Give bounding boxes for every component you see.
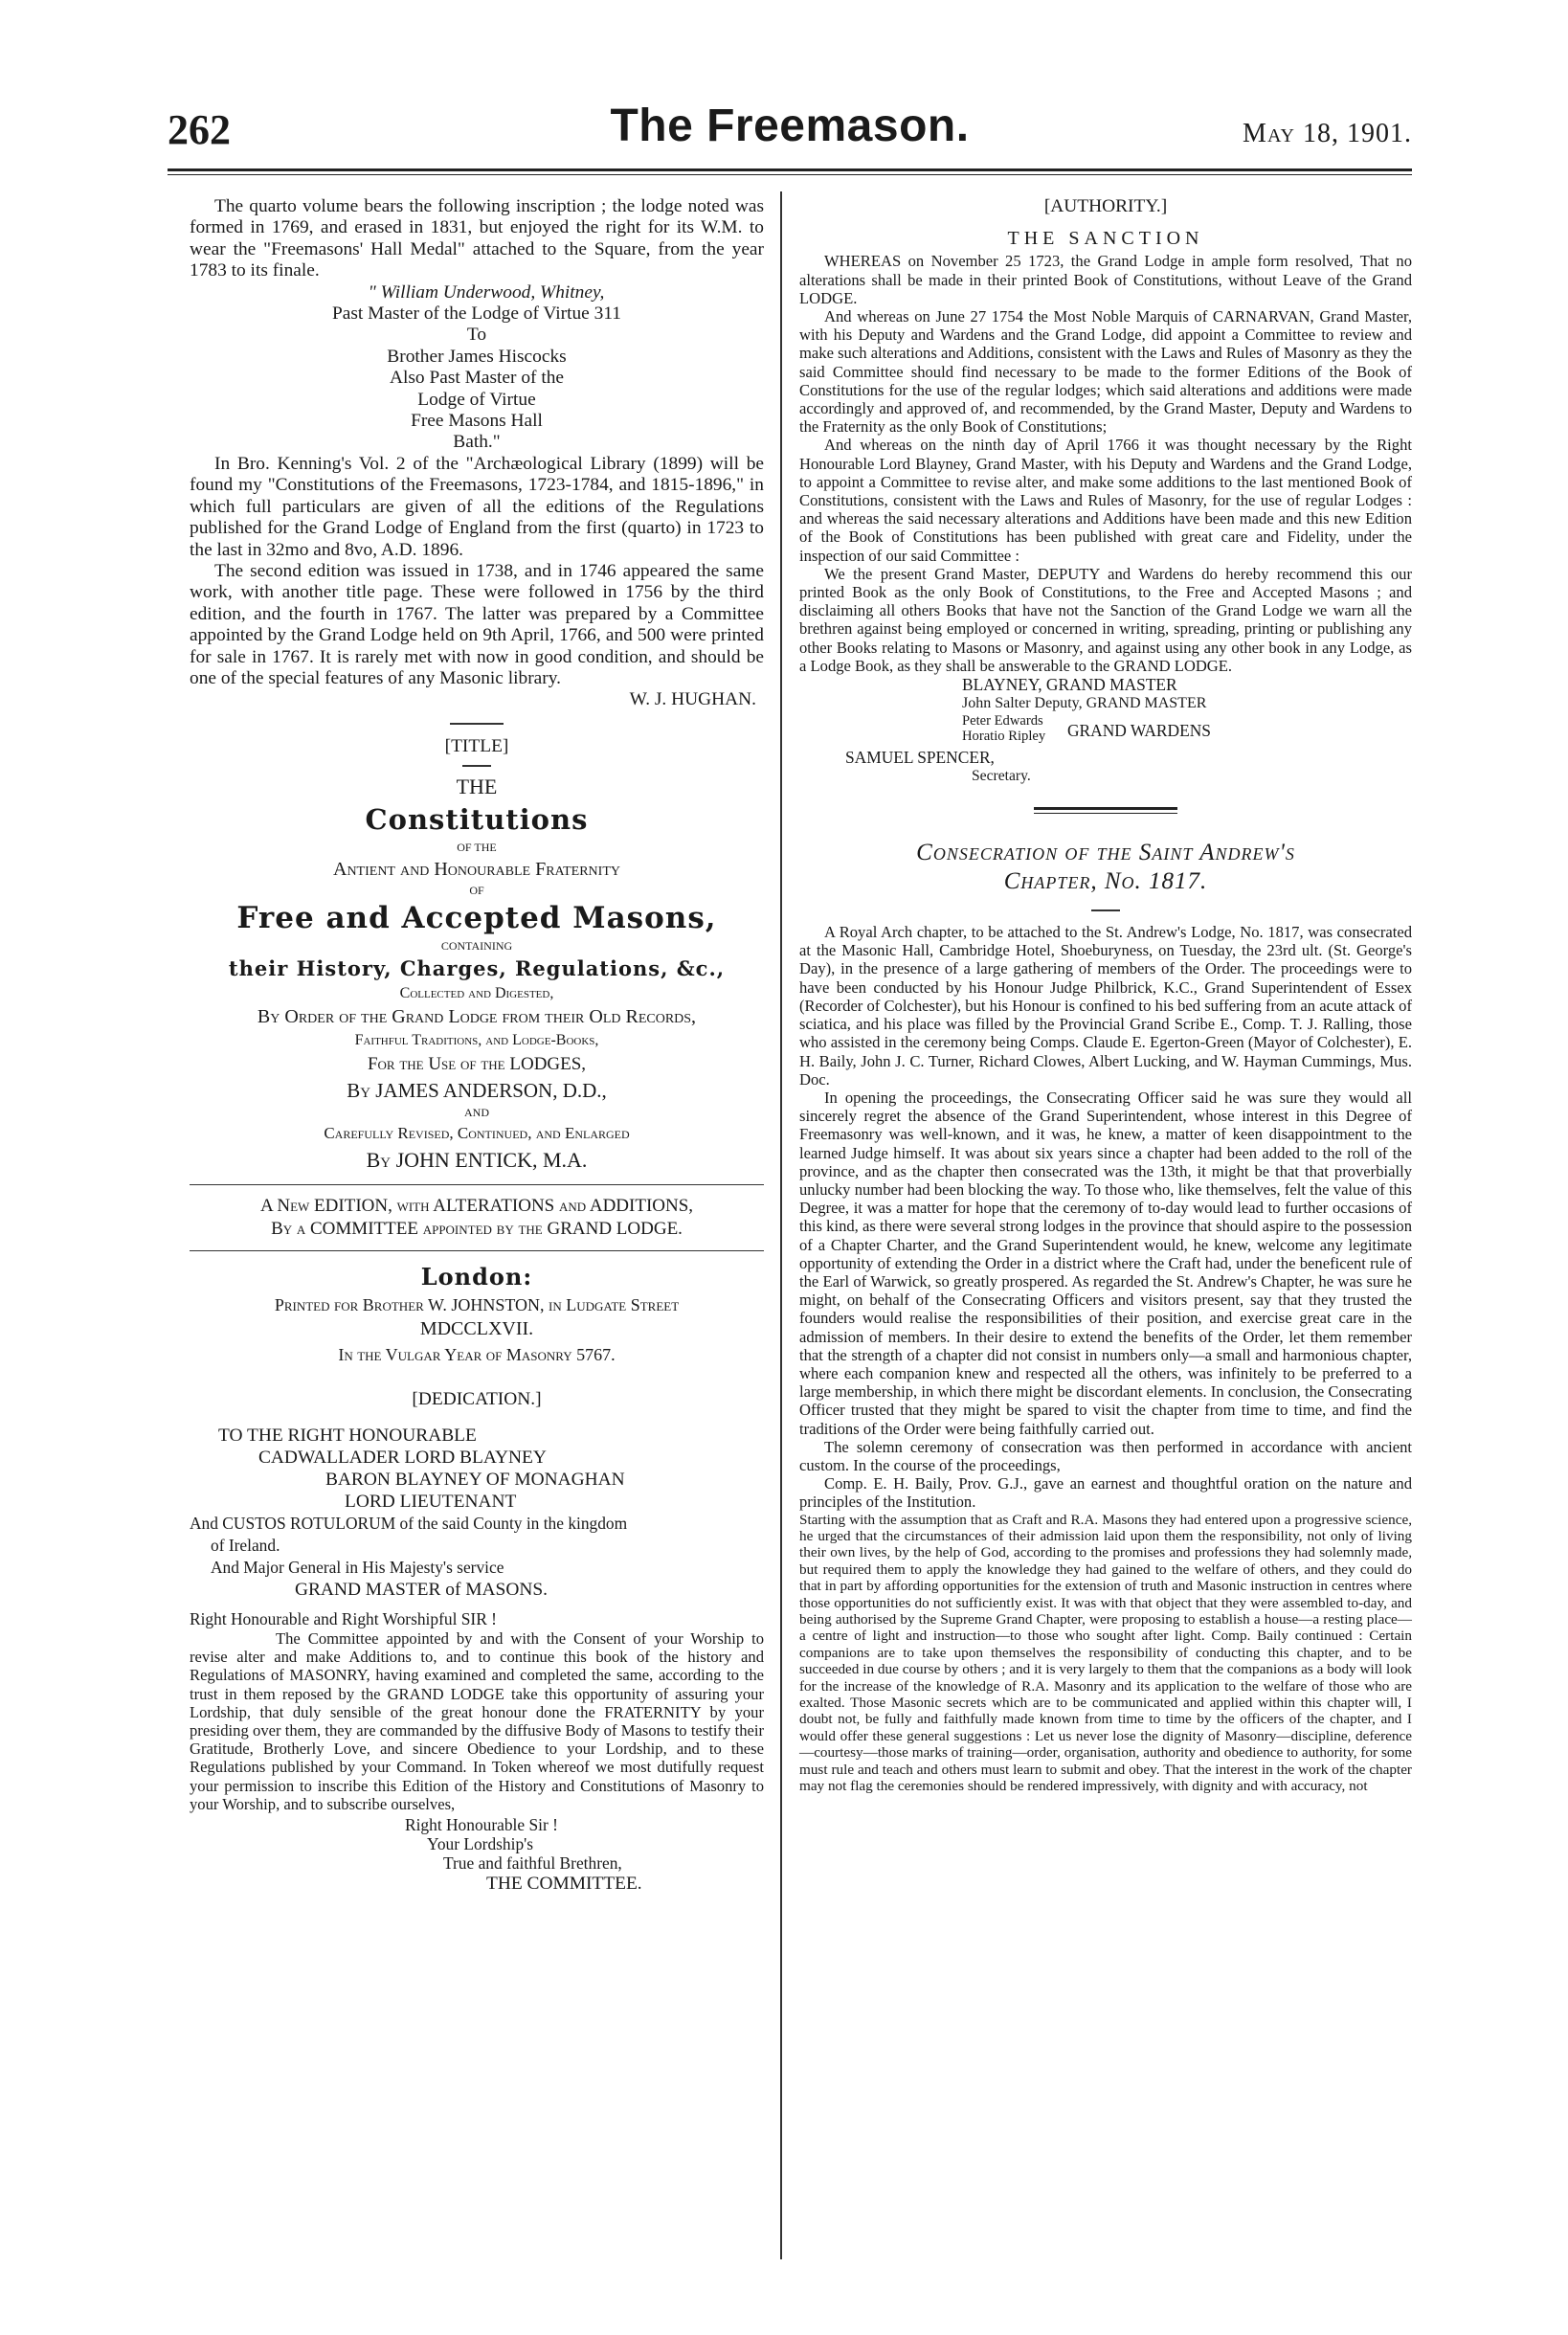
title-of: OF — [469, 884, 484, 898]
title-by-order: By Order of the Grand Lodge from their Old Records, — [257, 1006, 697, 1028]
title-revised: Carefully Revised, Continued, and Enlarged — [324, 1124, 630, 1143]
title-rule — [190, 1184, 764, 1185]
signature-wardens-title: GRAND WARDENS — [1067, 721, 1211, 741]
closing-line: True and faithful Brethren, — [443, 1853, 622, 1873]
closing-line: Right Honourable Sir ! — [405, 1815, 558, 1834]
dedication-letter: The Committee appointed by and with the Consent of your Worship to revise alter and make Additions to, and to continue this book of the history and Regulations of MASONRY, having examined and completed the same, according to the trust in them reposed by the GRAND LODGE take this opportunity of assuring your Lordship, that duly sensible of the great honour done the FRATERNITY by your presiding over them, they are commanded by the diffusive Body of Masons to testify their Gratitude, Brotherly Love, and sincere Obedience to your Lordship, and to these Regulations published by your Command. In Token whereof we most dutifully request your permission to inscribe this Edition of the History and Constitutions of Masonry to your Worship, and to subscribe ourselves, — [190, 1628, 764, 1813]
dedication-line: TO THE RIGHT HONOURABLE — [218, 1425, 477, 1446]
sanction-paragraph: WHEREAS on November 25 1723, the Grand Lodge in ample form resolved, That no alterations shall be made in their printed Book of Constitutions, without Leave of the Grand LODGE. — [799, 252, 1412, 307]
left-column — [190, 196, 764, 1896]
article-paragraph: Comp. E. H. Baily, Prov. G.J., gave an earnest and thoughtful oration on the nature and principles of the Institution. — [799, 1474, 1412, 1512]
inscription-line: Past Master of the Lodge of Virtue 311 — [331, 303, 622, 325]
sanction-paragraph: We the present Grand Master, DEPUTY and Wardens do hereby recommend this our printed Book as the only Book of Constitutions, to the Free and Accepted Masons ; and disclaiming all others Books that have not the Sanction of the Grand Lodge we warn all the brethren against being employed or concerned in writing, spreading, printing or publishing any other Books relating to Masons or Masonry, and against using any other book in any Lodge, as a Lodge Book, as they shall be answerable to the GRAND LODGE. — [799, 564, 1412, 675]
oration-text: Starting with the assumption that as Craft and R.A. Masons they had entered upon a progressive science, he urged that the circumstances of their admission laid upon them the responsibility, not only of living their own lives, by the help of God, according to the promises and professions they had solemnly made, but required them to apply the knowledge they had gained to the welfare of others, and they could do that in part by affording opportunities for the extension of truth and Masonic instruction in centres where those opportunities do not sufficiently exist. It was with that object that they were assembled to-day, and being authorised by the Supreme Grand Chapter, were proposing to establish a house—a resting place—a centre of light and instruction—to those who sought after light. Comp. Baily continued : Certain companions are to take upon themselves the responsibility of conducting this chapter, and to be succeeded in due course by others ; and it is very largely to them that the companions as a body will look for the increase of the knowledge of R.A. Masonry and its application to the welfare of those who are exalted. Those Masonic secrets which are to be communicated and applied within this chapter will, I doubt not, be fully and faithfully made known from time to time by the officers of the chapter, and I would offer these general suggestions : Let us never lose the dignity of Masonry—discipline, deference—courtesy—those marks of training—order, organisation, authority and obedience to authority, for some must rule and teach and others must learn to submit and obey. That the interest in the work of the chapter may not flag the ceremonies should be rendered impressively, with dignity and with accuracy, not — [799, 1511, 1412, 1795]
article-title-line: Chapter, No. 1817. — [1003, 868, 1208, 895]
title-by-committee: By a COMMITTEE appointed by the GRAND LODGE. — [271, 1219, 683, 1240]
signature-wardens — [799, 713, 1412, 748]
salutation: Right Honourable and Right Worshipful SIR ! — [190, 1608, 497, 1628]
dedication-label: [DEDICATION.] — [412, 1389, 542, 1410]
article-paragraph: The solemn ceremony of consecration was then performed in accordance with ancient custom. In the course of the proceedings, — [799, 1437, 1412, 1474]
inscription-line: Lodge of Virtue — [417, 389, 536, 410]
sanction-heading: THE SANCTION — [1007, 228, 1204, 250]
title-label: [TITLE] — [444, 735, 509, 756]
title-london: London: — [420, 1263, 533, 1291]
dedication-line: BARON BLAYNEY OF MONAGHAN — [325, 1469, 625, 1490]
intro-paragraph: The quarto volume bears the following inscription ; the lodge noted was formed in 1769, and erased in 1831, but enjoyed the right for its W.M. to wear the "Freemasons' Hall Medal" attached to the Square, from the year 1783 to its finale. — [190, 196, 764, 281]
title-collected: Collected and Digested, — [399, 985, 554, 1002]
title-by-entick: By JOHN ENTICK, M.A. — [366, 1148, 588, 1173]
masthead-rule-thick — [168, 168, 1412, 171]
section-divider — [462, 765, 491, 767]
title-history: their History, Charges, Regulations, &c., — [228, 956, 726, 981]
article-paragraph: A Royal Arch chapter, to be attached to the St. Andrew's Lodge, No. 1817, was consecrated at the Masonic Hall, Cambridge Hotel, Shoeburyness, on Tuesday, the 23rd ult. (St. George's Day), in the presence of a large gathering of members of the Order. The proceedings were to have been conducted by his Honour Judge Philbrick, K.C., Grand Superintendent of Essex (Recorder of Colchester), but his Honour is confined to his bed suffering from an acute attack of sciatica, and his place was filled by the Provincial Grand Scribe E., Comp. T. J. Ralling, those who assisted in the ceremony being Comps. Claude E. Egerton-Green (Mayor of Colchester), E. H. Baily, John J. C. Turner, Richard Clowes, Albert Lucking, and W. Hayman Cummings, Mus. Doc. — [799, 923, 1412, 1089]
article-title-line: Consecration of the Saint Andrew's — [916, 840, 1295, 866]
section-divider — [450, 723, 504, 725]
signature-warden: Peter Edwards — [962, 713, 1043, 730]
inscription-line: Brother James Hiscocks — [387, 346, 567, 367]
masthead — [168, 101, 1412, 163]
title-new-edition: A New EDITION, with ALTERATIONS and ADDITIONS, — [259, 1196, 694, 1217]
dedication-line: And Major General in His Majesty's service — [211, 1557, 504, 1577]
sanction-paragraph: And whereas on June 27 1754 the Most Noble Marquis of CARNARVAN, Grand Master, with his Deputy and Wardens and the Grand Lodge, did appoint a Committee to review and make such alterations and Additions, consistent with the Laws and Rules of Masonry as they the said Committee should find necessary to be made to the former Editions of the Book of Constitutions for the use of the regular lodges; which said alterations and additions were made accordingly and approved of, and recommended, by the Grand Master, Deputy and Wardens to the Fraternity as the only Book of Constitutions; — [799, 307, 1412, 437]
title-containing: CONTAINING — [440, 939, 513, 954]
title-by-anderson: By JAMES ANDERSON, D.D., — [347, 1079, 607, 1103]
dedication — [190, 1425, 764, 1601]
title-of-the: OF THE — [457, 841, 497, 855]
dedication-line: CADWALLADER LORD BLAYNEY — [258, 1447, 547, 1468]
signature-deputy: John Salter Deputy, GRAND MASTER — [962, 695, 1207, 712]
masthead-rule-thin — [168, 174, 1412, 175]
signature-warden: Horatio Ripley — [962, 729, 1046, 745]
column-divider — [780, 191, 782, 2259]
title-vulgar-year: In the Vulgar Year of Masonry 5767. — [338, 1345, 616, 1365]
page-number: 262 — [168, 106, 231, 153]
right-column — [799, 196, 1412, 1794]
title-rule — [190, 1250, 764, 1251]
title-year-roman: MDCCLXVII. — [419, 1318, 534, 1340]
title-constitutions: Constitutions — [365, 803, 589, 837]
title-antient: Antient and Honourable Fraternity — [333, 859, 620, 881]
inscription-line: " William Underwood, Whitney, — [368, 281, 605, 303]
title-page — [190, 773, 764, 1368]
closing-line: Your Lordship's — [427, 1834, 534, 1853]
title-faithful: Faithful Traditions, and Lodge-Books, — [354, 1032, 599, 1049]
article-title — [799, 839, 1412, 896]
signature-secretary: Secretary. — [972, 768, 1031, 785]
article-divider — [1034, 807, 1177, 814]
author-signature: W. J. HUGHAN. — [629, 689, 756, 710]
inscription-line: Bath." — [453, 432, 501, 453]
second-edition-paragraph: The second edition was issued in 1738, and in 1746 appeared the same work, with another title page. These were followed in 1756 by the third edition, and the fourth in 1767. The latter was prepared by a Committee appointed by the Grand Lodge held on 9th April, 1766, and 500 were printed for sale in 1767. It is rarely met with now in good condition, and should be one of the special features of any Masonic library. — [190, 560, 764, 688]
issue-date: May 18, 1901. — [1243, 119, 1412, 148]
dedication-line: And CUSTOS ROTULORUM of the said County in the kingdom — [190, 1513, 628, 1533]
title-and: AND — [464, 1106, 489, 1120]
signature-spencer: SAMUEL SPENCER, — [845, 748, 995, 768]
title-for-use: For the Use of the LODGES, — [367, 1054, 587, 1075]
dedication-line: of Ireland. — [211, 1535, 280, 1555]
sanction-text — [799, 252, 1412, 675]
closing — [190, 1815, 764, 1896]
title-printed: Printed for Brother W. JOHNSTON, in Ludgate Street — [274, 1295, 680, 1315]
article-paragraph: In opening the proceedings, the Consecrating Officer said he was sure they would all sincerely regret the absence of the Grand Superintendent, whose interest in this Degree of Freemasonry was well-known, and it was, he knew, a matter of keen disappointment to the learned Judge himself. It was about six years since a chapter had been added to the roll of the province, and as the chapter then consecrated was the 13th, it might be that that proverbially unlucky number had been blocking the way. To those who, like themselves, felt the value of this Degree, it was a matter for hope that the ceremony of to-day would lead to further occasions of this kind, as there were several strong lodges in the province that should aspire to the possession of a Chapter Charter, and the Grand Superintendent would, he knew, welcome any legitimate opportunity of extending the Order in a district where the Craft had, under the beneficent rule of the Earl of Warwick, so greatly prospered. As regarded the St. Andrew's Chapter, he was sure he might, on behalf of the Consecrating Officers and visitors present, say that they trusted the founders would realise the responsibilities of their position, and exercise great care in the admission of members. In their desire to extend the benefits of the Order, let them remember that the strength of a chapter did not consist in numbers only—a small and harmonious chapter, where each companion knew and respected all the others, was infinitely to be preferred to a large membership, in which there might be discordant elements. In conclusion, the Consecrating Officer trusted that they might be spared to visit the chapter from time to time, and find the traditions of the Order were being faithfully carried out. — [799, 1088, 1412, 1438]
kenning-paragraph: In Bro. Kenning's Vol. 2 of the "Archæological Library (1899) will be found my "Constitutions of the Freemasons, 1723-1784, and 1815-1896," in which full particulars are given of all the editions of the Regulations published for the Grand Lodge of England from the first (quarto) in 1723 to the last in 32mo and 8vo, A.D. 1896. — [190, 453, 764, 560]
inscription — [190, 282, 764, 454]
dedication-line: GRAND MASTER of MASONS. — [295, 1579, 548, 1600]
signature-master: BLAYNEY, GRAND MASTER — [962, 675, 1177, 695]
article-body — [799, 923, 1412, 1794]
inscription-line: To — [466, 325, 487, 346]
sanction-paragraph: And whereas on the ninth day of April 1766 it was thought necessary by the Right Honourable Lord Blayney, Grand Master, with his Deputy and Wardens and the Grand Lodge, to appoint a Committee to revise alter, and make some additions to the last mentioned Book of Constitutions, consistent with the Laws and Rules of Masonry, for the use of regular Lodges : and whereas the said necessary alterations and Additions have been made and this new Edition of the Book of Constitutions has been published with great care and Fidelity, under the inspection of our said Committee : — [799, 436, 1412, 565]
inscription-line: Free Masons Hall — [411, 411, 543, 432]
title-free-accepted: Free and Accepted Masons, — [236, 901, 717, 936]
section-divider — [1091, 909, 1120, 911]
newspaper-title: The Freemason. — [610, 101, 970, 151]
sanction-signatures — [799, 675, 1412, 786]
authority-label: [AUTHORITY.] — [1043, 196, 1168, 216]
dedication-line: LORD LIEUTENANT — [345, 1491, 517, 1512]
inscription-line: Also Past Master of the — [389, 368, 565, 389]
closing-line: THE COMMITTEE. — [486, 1874, 642, 1894]
title-the: THE — [456, 775, 498, 799]
